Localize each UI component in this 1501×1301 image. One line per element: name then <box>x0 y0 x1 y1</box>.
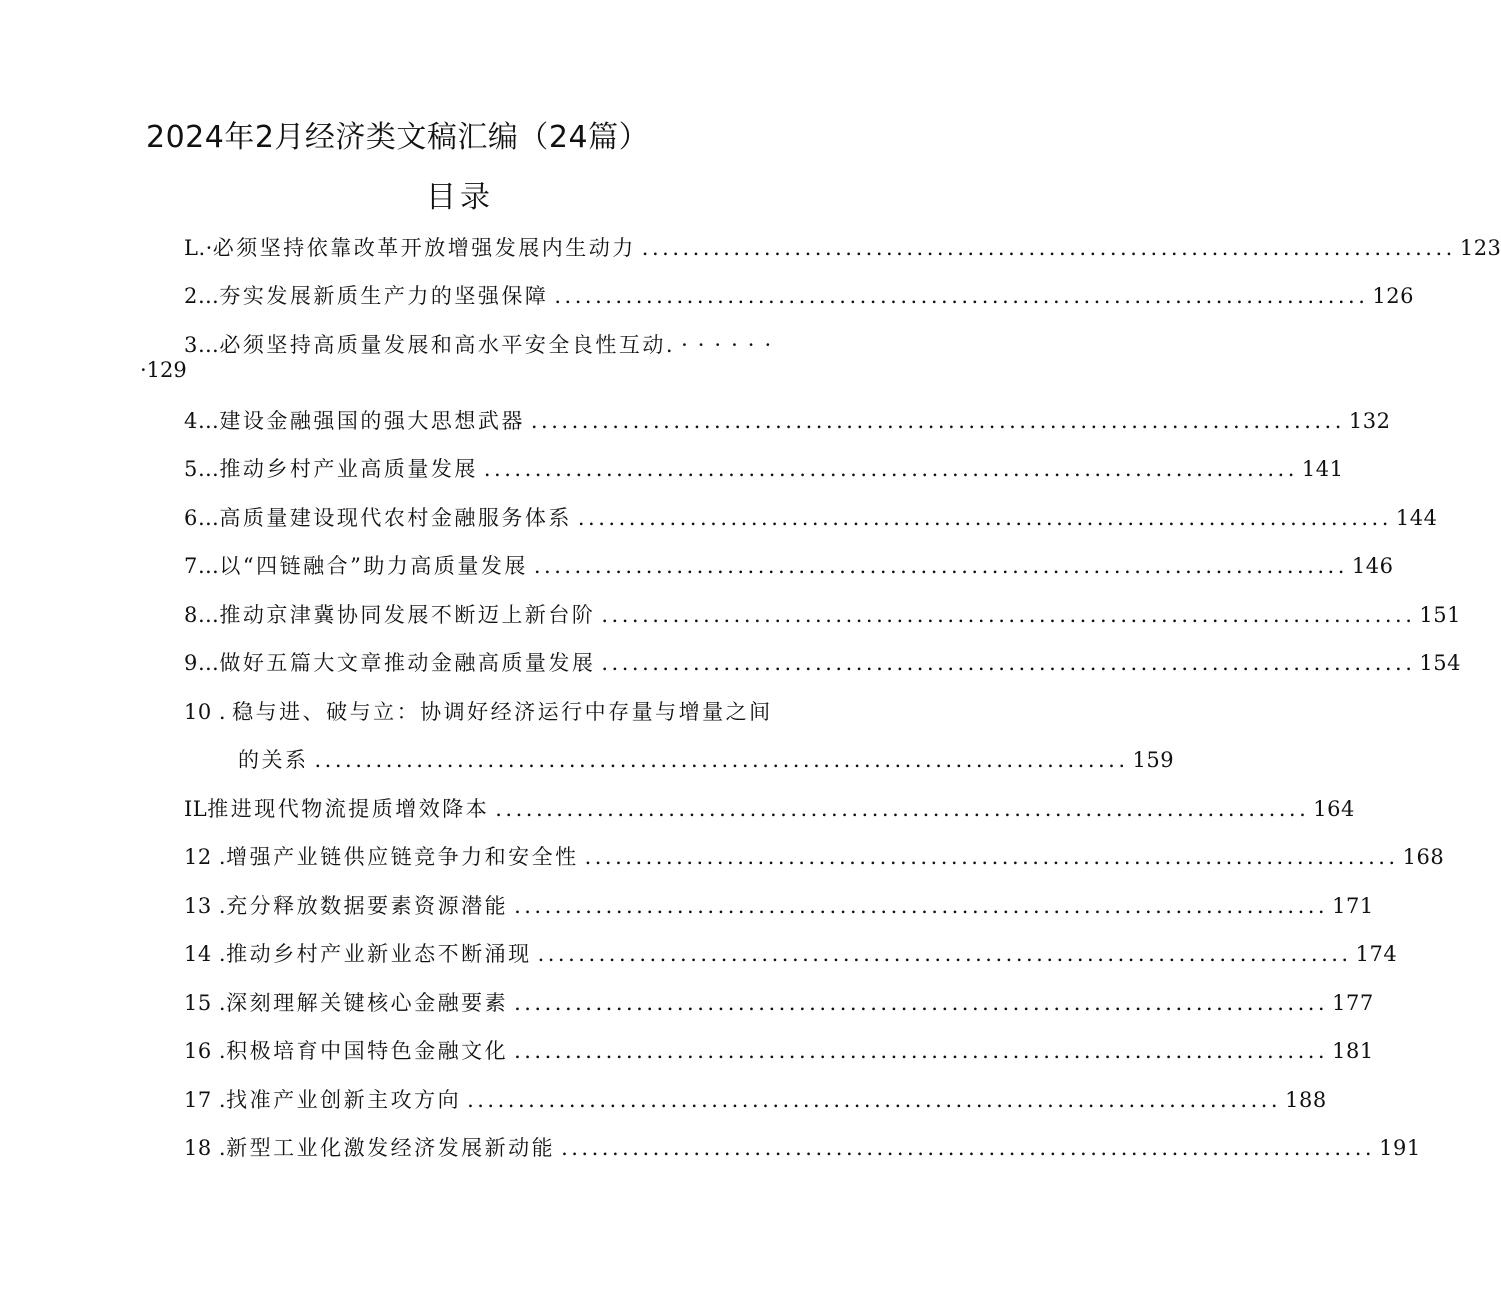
toc-entry-page: 177 <box>1332 991 1374 1015</box>
toc-entry-page: 171 <box>1332 894 1374 918</box>
toc-entry[interactable] <box>184 643 1461 683</box>
toc-entry[interactable] <box>184 276 1414 316</box>
toc-entry-title-line2: 的关系 <box>238 748 309 772</box>
toc-entry-title: 新型工业化激发经济发展新动能 <box>226 1136 556 1160</box>
leader-dots: ................................................................................ <box>601 603 1416 627</box>
toc-entry[interactable] <box>184 692 774 732</box>
toc-entry-title: 推动乡村产业新业态不断涌现 <box>226 942 532 966</box>
toc-entry-continuation[interactable] <box>238 740 1175 780</box>
toc-entry-page: 191 <box>1379 1136 1421 1160</box>
leader-dots: ................................................................................ <box>530 409 1345 433</box>
toc-entry-title: 深刻理解关键核心金融要素 <box>226 991 509 1015</box>
toc-entry[interactable] <box>184 983 1374 1023</box>
toc-entry-page: 188 <box>1285 1088 1327 1112</box>
toc-entry-page: 159 <box>1132 748 1175 772</box>
toc-entry[interactable] <box>184 498 1438 538</box>
toc-entry-page: 168 <box>1402 845 1445 869</box>
toc-entry-number: 8… <box>184 603 220 627</box>
toc-entry-number: 15 . <box>184 991 227 1015</box>
toc-entry-page: 126 <box>1372 284 1414 308</box>
toc-entry-number: IL <box>184 797 208 821</box>
leader-dots: ................................................................................ <box>483 457 1298 481</box>
toc-entry[interactable] <box>184 449 1344 489</box>
leader-dots: ................................................................................ <box>577 506 1392 530</box>
leader-dots: ................................................................................ <box>537 942 1352 966</box>
toc-entry-title: 推动乡村产业高质量发展 <box>219 457 478 481</box>
toc-entry-number: 14 . <box>184 942 227 966</box>
toc-entry-number: 17 . <box>184 1088 227 1112</box>
toc-entry[interactable] <box>184 837 1445 877</box>
toc-entry-number: 9… <box>184 651 220 675</box>
toc-entry-title: 稳与进、破与立：协调好经济运行中存量与增量之间 <box>232 700 773 724</box>
toc-entry-title: 夯实发展新质生产力的坚强保障 <box>219 284 549 308</box>
leader-dots: ................................................................................ <box>495 797 1310 821</box>
toc-entry-title: 推动京津冀协同发展不断迈上新台阶 <box>219 603 596 627</box>
toc-entry[interactable] <box>184 1080 1327 1120</box>
toc-entry-title: 建设金融强国的强大思想武器 <box>219 409 525 433</box>
toc-entry-number: 3… <box>184 333 220 357</box>
toc-entry-title: 必须坚持高质量发展和高水平安全良性互动. <box>219 333 676 357</box>
leader-dots: ................................................................................ <box>514 1039 1329 1063</box>
leader-dots: ................................................................................ <box>584 845 1399 869</box>
toc-entry-number: 5… <box>184 457 220 481</box>
leader-dots: ................................................................................ <box>467 1088 1282 1112</box>
toc-entry[interactable] <box>184 546 1394 586</box>
toc-entry[interactable] <box>184 886 1374 926</box>
toc-entry[interactable] <box>184 1128 1421 1168</box>
leader-dots: ................................................................................ <box>601 651 1416 675</box>
toc-entry-page: 151 <box>1419 603 1461 627</box>
leader-dots: ................................................................................ <box>314 748 1129 772</box>
toc-entry[interactable] <box>184 1031 1374 1071</box>
leader-dots: ................................................................................ <box>514 991 1329 1015</box>
leader-dots: ······ <box>681 333 782 357</box>
toc-entry-page-continuation: ·129 <box>140 358 187 382</box>
toc-entry-title: 找准产业创新主攻方向 <box>226 1088 462 1112</box>
toc-entry-number: 13 . <box>184 894 227 918</box>
toc-entry-title: 充分释放数据要素资源潜能 <box>226 894 509 918</box>
toc-entry-title: 做好五篇大文章推动金融高质量发展 <box>219 651 596 675</box>
leader-dots: ................................................................................ <box>533 554 1348 578</box>
toc-entry-page: 141 <box>1301 457 1344 481</box>
toc-entry-number: L.· <box>184 236 213 260</box>
toc-entry-page: 154 <box>1419 651 1461 675</box>
toc-entry-number: 6… <box>184 506 220 530</box>
document-title: 2024年2月经济类文稿汇编（24篇） <box>146 120 650 155</box>
toc-entry[interactable] <box>184 401 1391 441</box>
toc-entry[interactable] <box>184 325 804 365</box>
toc-entry-title: 积极培育中国特色金融文化 <box>226 1039 509 1063</box>
toc-entry-page: 132 <box>1348 409 1391 433</box>
toc-entry-title: 必须坚持依靠改革开放增强发展内生动力 <box>212 236 636 260</box>
toc-entry-page: 181 <box>1332 1039 1374 1063</box>
toc-entry-number: 10 . <box>184 700 227 724</box>
toc-entry-number: 7… <box>184 554 220 578</box>
toc-entry-page: 174 <box>1355 942 1398 966</box>
toc-entry-title: 增强产业链供应链竞争力和安全性 <box>226 845 579 869</box>
toc-entry[interactable] <box>184 789 1355 829</box>
leader-dots: ................................................................................ <box>641 236 1456 260</box>
toc-entry-number: 16 . <box>184 1039 227 1063</box>
toc-entry[interactable] <box>184 595 1461 635</box>
toc-entry-page: 123 <box>1459 236 1501 260</box>
toc-entry-title: 高质量建设现代农村金融服务体系 <box>219 506 572 530</box>
leader-dots: ................................................................................ <box>561 1136 1376 1160</box>
toc-entry-page: 146 <box>1351 554 1394 578</box>
leader-dots: ................................................................................ <box>514 894 1329 918</box>
toc-entry-number: 18 . <box>184 1136 227 1160</box>
toc-entry[interactable] <box>184 934 1398 974</box>
toc-entry-title: 推进现代物流提质增效降本 <box>207 797 490 821</box>
toc-entry-page: 144 <box>1395 506 1438 530</box>
toc-entry-number: 2… <box>184 284 220 308</box>
toc-entry-number: 4… <box>184 409 220 433</box>
toc-entry-title: 以“四链融合”助力高质量发展 <box>219 554 528 578</box>
toc-entry[interactable] <box>184 228 1501 268</box>
leader-dots: ................................................................................ <box>554 284 1369 308</box>
toc-entry-number: 12 . <box>184 845 227 869</box>
toc-heading: 目录 <box>426 180 494 215</box>
toc-entry-page: 164 <box>1313 797 1355 821</box>
